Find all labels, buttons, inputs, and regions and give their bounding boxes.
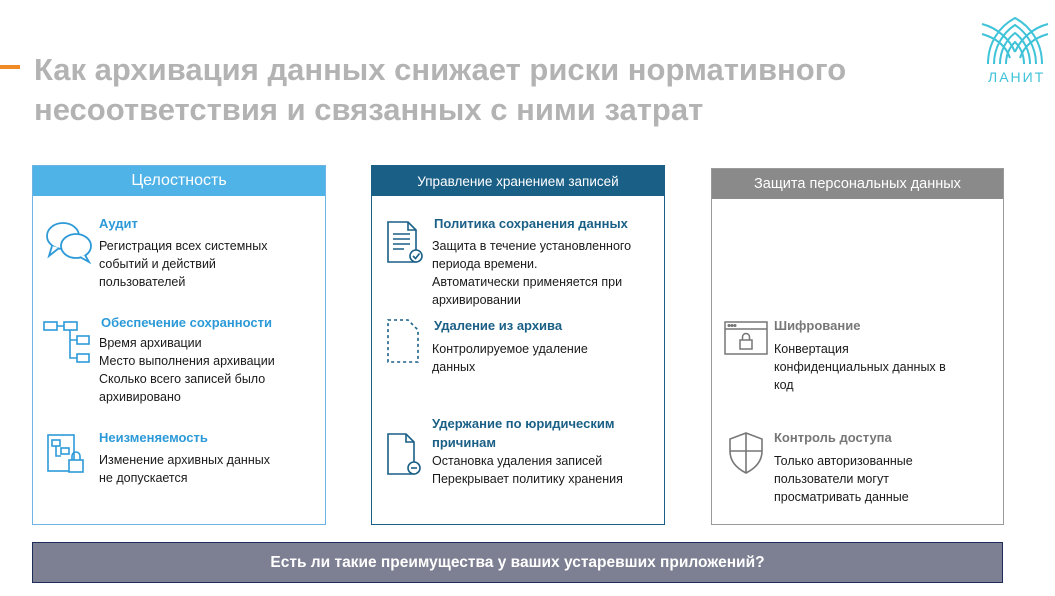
card-integrity [32,165,326,525]
shield-icon [728,431,764,475]
card-records-header: Управление хранением записей [372,166,664,196]
card-personal-data-header: Защита персональных данных [712,169,1003,199]
item-title-encryption: Шифрование [774,318,861,333]
card-integrity-header: Целостность [33,166,325,196]
item-title-legal-hold: Удержание по юридическим причинам [432,416,615,450]
page-title [34,50,934,130]
page-title-line-2: несоответствия и связанных с ними затрат [34,92,704,127]
logo-text: ЛАНИТ [988,69,1046,85]
locked-document-icon [47,434,89,476]
item-text-archive-deletion: Контролируемое удаление данных [432,342,588,374]
item-text-audit: Регистрация всех системных событий и действий пользователей [99,239,268,289]
item-text-encryption: Конвертация конфиденциальных данных в код [774,342,946,392]
item-title-preservation: Обеспечение сохранности [101,315,272,330]
item-title-archive-deletion: Удаление из архива [434,318,563,333]
item-title-immutability: Неизменяемость [99,430,208,445]
card-personal-data [711,168,1004,525]
accent-bar [0,65,20,69]
item-text-preservation: Время архивации Место выполнения архивации Сколько всего записей было архивировано [99,336,275,404]
document-minus-icon [386,432,426,478]
browser-lock-icon [724,321,768,355]
item-text-access-control: Только авторизованные пользователи могут просматривать данные [774,454,913,504]
item-title-access-control: Контроль доступа [774,430,892,445]
document-check-icon [386,220,426,266]
dashed-document-icon [386,318,422,364]
item-text-legal-hold: Остановка удаления записей Перекрывает политику хранения [432,454,623,486]
item-title-audit: Аудит [99,216,138,231]
chat-bubbles-icon [43,218,95,264]
item-text-retention-policy: Защита в течение установленного периода времени. Автоматически применяется при архивировании [432,239,632,307]
bottom-question-banner: Есть ли такие преимущества у ваших устаревших приложений? [32,542,1003,583]
item-title-retention-policy: Политика сохранения данных [434,216,628,231]
item-text-immutability: Изменение архивных данных не допускается [99,453,270,485]
hierarchy-icon [43,318,93,366]
page-title-line-1: Как архивация данных снижает риски нормативного [34,52,847,87]
card-records-management [371,165,665,525]
